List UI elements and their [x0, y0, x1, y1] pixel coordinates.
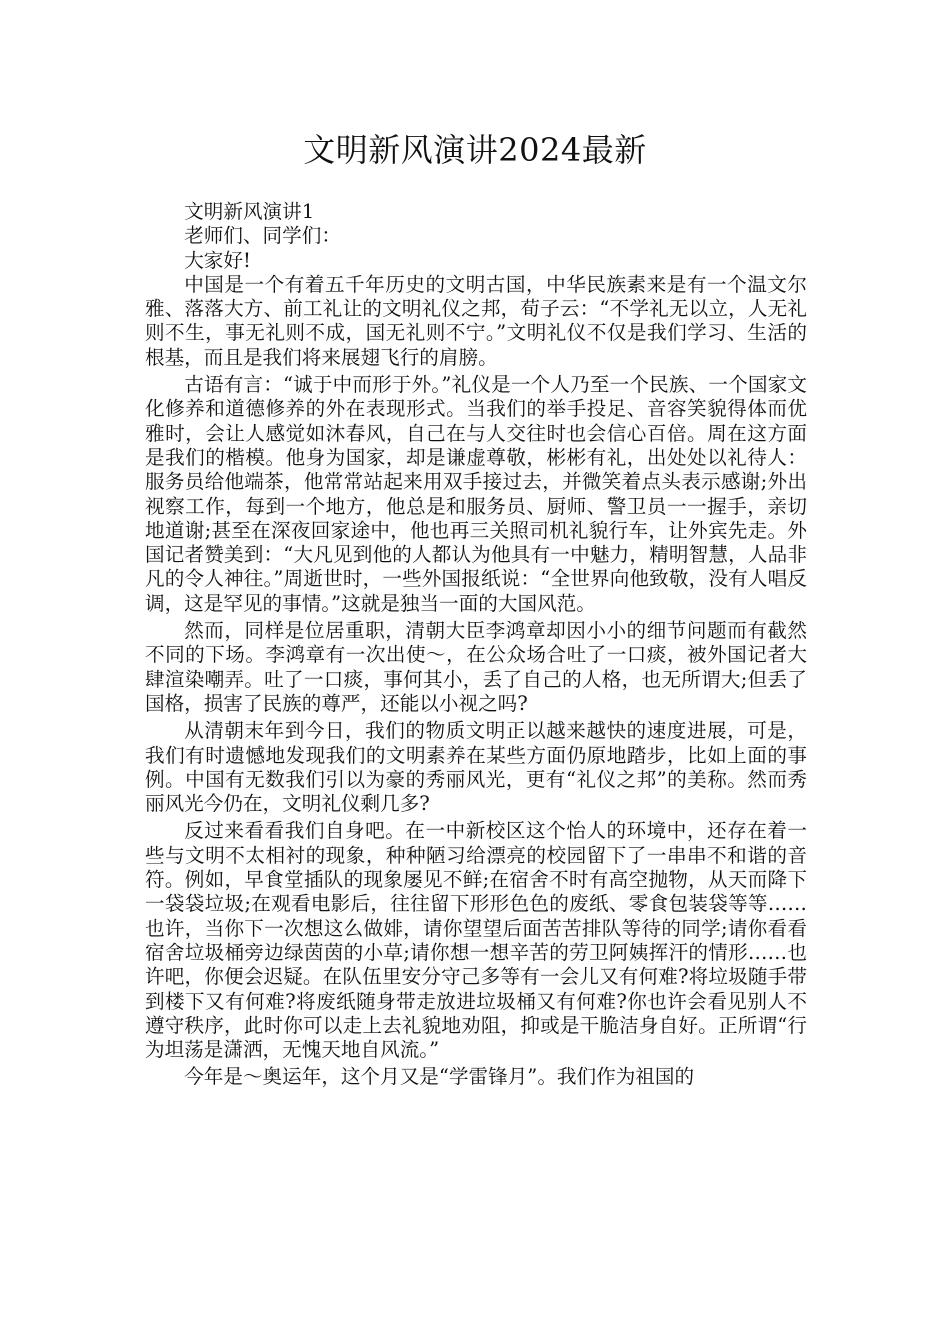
paragraph-1: 中国是一个有着五千年历史的文明古国，中华民族素来是有一个温文尔雅、落落大方、前工礼让的文明礼仪之邦，荀子云：“不学礼无以立，人无礼则不生，事无礼则不成，国无礼则不宁。”文明礼仪不仅是我们学习、生活的根基，而且是我们将来展翅飞行的肩膀。	[145, 272, 807, 369]
paragraph-2: 古语有言：“诚于中而形于外。”礼仪是一个人乃至一个民族、一个国家文化修养和道德修养的外在表现形式。当我们的举手投足、音容笑貌得体而优雅时，会让人感觉如沐春风，自己在与人交往时也会信心百倍。周在这方面是我们的楷模。他身为国家，却是谦虚尊敬，彬彬有礼，出处处以礼待人：服务员给他端茶，他常常站起来用双手接过去，并微笑着点头表示感谢;外出视察工作，每到一个地方，他总是和服务员、厨师、警卫员一一握手，亲切地道谢;甚至在深夜回家途中，他也再三关照司机礼貌行车，让外宾先走。外国记者赞美到：“大凡见到他的人都认为他具有一中魅力，精明智慧，人品非凡的令人神往。”周逝世时，一些外国报纸说：“全世界向他致敬，没有人唱反调，这是罕见的事情。”这就是独当一面的大国风范。	[145, 373, 807, 615]
greeting-line: 大家好!	[184, 248, 251, 272]
paragraph-3: 然而，同样是位居重职，清朝大臣李鸿章却因小小的细节问题而有截然不同的下场。李鸿章有一次出使～，在公众场合吐了一口痰，被外国记者大肆渲染嘲弄。吐了一口痰，事何其小，丢了自己的人格，也无所谓大;但丢了国格，损害了民族的尊严，还能以小视之吗?	[145, 619, 807, 715]
paragraph-6: 今年是～奥运年，这个月又是“学雷锋月”。我们作为祖国的	[184, 1065, 695, 1089]
speech-heading: 文明新风演讲1	[184, 200, 315, 223]
paragraph-4: 从清朝末年到今日，我们的物质文明正以越来越快的速度进展，可是，我们有时遗憾地发现我们的文明素养在某些方面仍原地踏步，比如上面的事例。中国有无数我们引以为豪的秀丽风光，更有“礼仪之邦”的美称。然而秀丽风光今仍在，文明礼仪剩几多?	[145, 719, 807, 816]
document-title: 文明新风演讲2024最新	[303, 131, 647, 169]
paragraph-5: 反过来看看我们自身吧。在一中新校区这个怡人的环境中，还存在着一些与文明不太相衬的现象，种种陋习给漂亮的校园留下了一串串不和谐的音符。例如，早食堂插队的现象屡见不鲜;在宿舍不时有高空抛物，从天而降下一袋袋垃圾;在观看电影后，往往留下形形色色的废纸、零食包装袋等等……也许，当你下一次想这么做婔，请你望望后面苦苦排队等待的同学;请你看看宿舍垃圾桶旁边绿茵茵的小草;请你想一想辛苦的劳卫阿姨挥汗的情形……也许吧，你便会迟疑。在队伍里安分守己多等有一会儿又有何难?将垃圾随手带到楼下又有何难?将废纸随身带走放进垃圾桶又有何难?你也许会看见别人不遵守秩序，此时你可以走上去礼貌地劝阻，抑或是干脆洁身自好。正所谓“行为坦荡是潇洒，无愧天地自风流。”	[145, 819, 807, 1062]
document-body	[145, 200, 807, 1093]
salutation-line: 老师们、同学们：	[184, 224, 341, 248]
